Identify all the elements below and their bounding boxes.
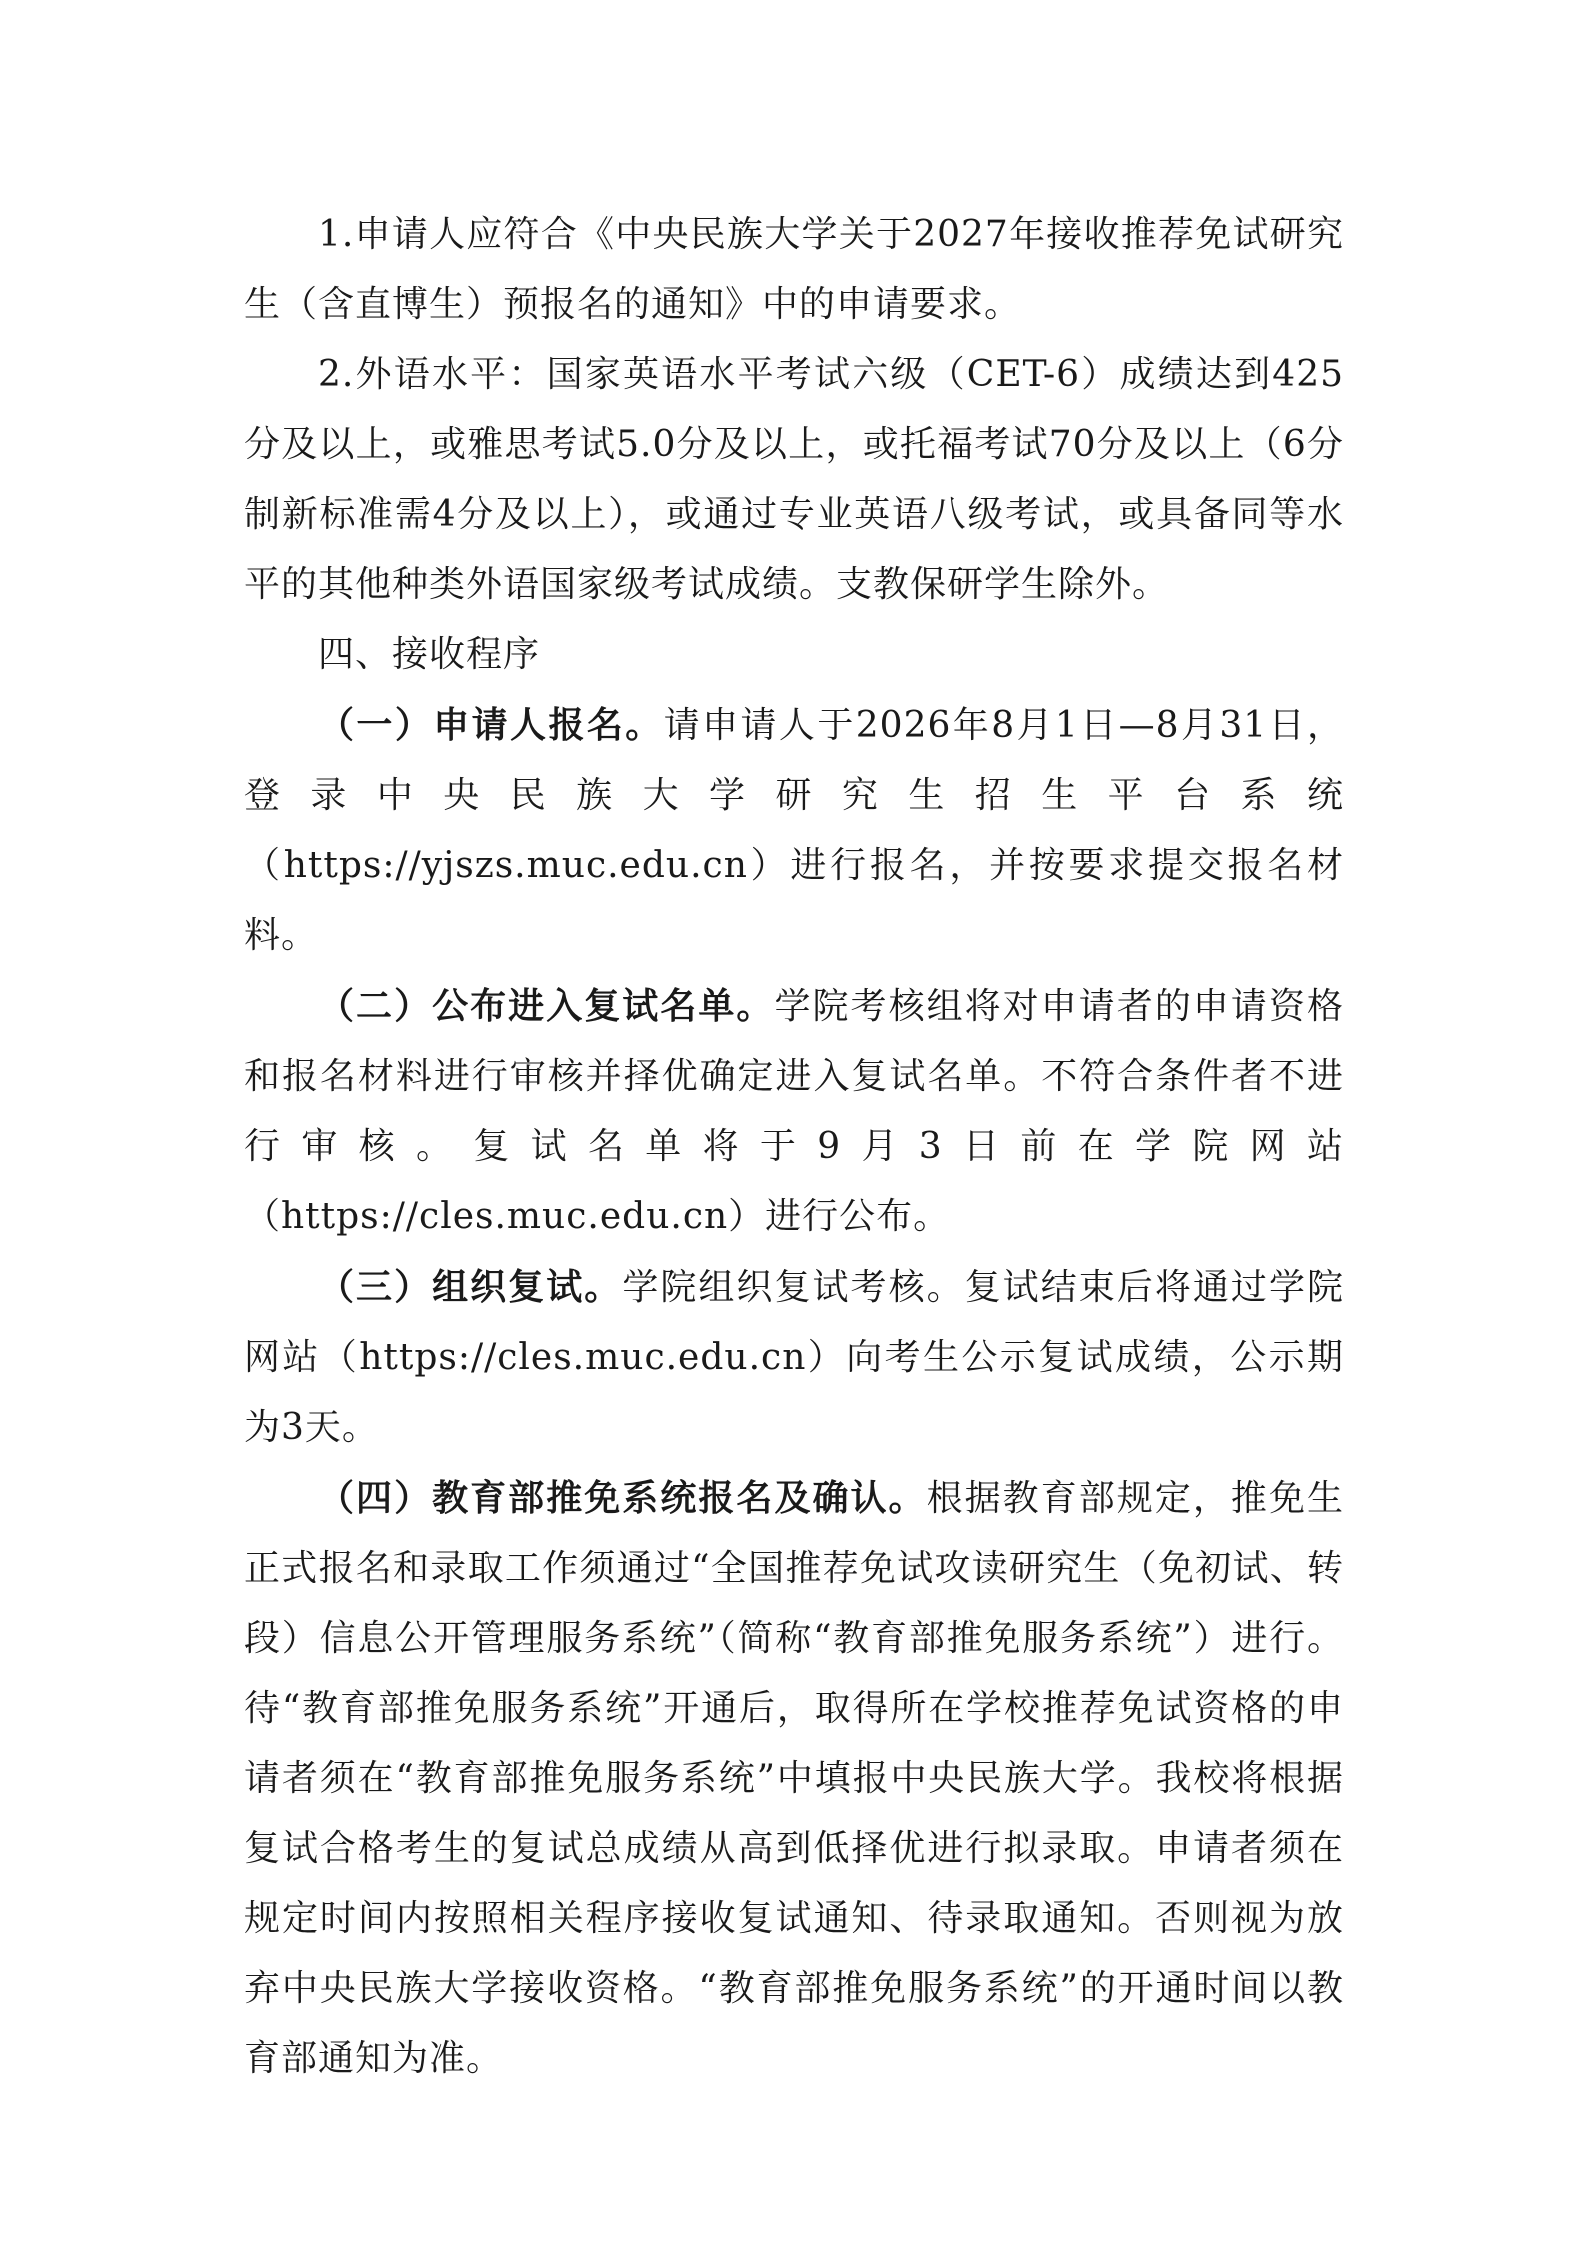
- step-4-body: 根据教育部规定，推免生正式报名和录取工作须通过“全国推荐免试攻读研究生（免初试、转段）信息公开管理服务系统”（简称“教育部推免服务系统”）进行。待“教育部推免服务系统”开通后，取得所在学校推荐免试资格的申请者须在“教育部推免服务系统”中填报中央民族大学。我校将根据复试合格考生的复试总成绩从高到低择优进行拟录取。申请者须在规定时间内按照相关程序接收复试通知、待录取通知。否则视为放弃中央民族大学接收资格。“教育部推免服务系统”的开通时间以教育部通知为准。: [244, 1478, 1344, 2079]
- step-4-title: （四）教育部推免系统报名及确认。: [318, 1477, 927, 1519]
- step-2-title: （二）公布进入复试名单。: [318, 985, 775, 1027]
- step-3-paragraph: [244, 1252, 1344, 1463]
- step-1-paragraph: [244, 690, 1344, 971]
- document-page: [244, 200, 1344, 2094]
- step-1-body: 请申请人于2026年8月1日—8月31日，登录中央民族大学研究生招生平台系统（https://yjszs.muc.edu.cn）进行报名，并按要求提交报名材料。: [244, 705, 1344, 956]
- step-2-body: 学院考核组将对申请者的申请资格和报名材料进行审核并择优确定进入复试名单。不符合条件者不进行审核。复试名单将于9月3日前在学院网站（https://cles.muc.edu.cn）进行公布。: [244, 986, 1344, 1237]
- requirement-paragraph-2: 2.外语水平：国家英语水平考试六级（CET-6）成绩达到425分及以上，或雅思考试5.0分及以上，或托福考试70分及以上（6分制新标准需4分及以上），或通过专业英语八级考试，或具备同等水平的其他种类外语国家级考试成绩。支教保研学生除外。: [244, 354, 1344, 605]
- step-2-paragraph: [244, 971, 1344, 1252]
- step-3-body: 学院组织复试考核。复试结束后将通过学院网站（https://cles.muc.edu.cn）向考生公示复试成绩，公示期为3天。: [244, 1267, 1344, 1448]
- section-title: 四、接收程序: [318, 634, 541, 675]
- requirement-paragraph-1: 1.申请人应符合《中央民族大学关于2027年接收推荐免试研究生（含直博生）预报名的通知》中的申请要求。: [244, 214, 1344, 325]
- step-4-paragraph: [244, 1463, 1344, 2094]
- step-3-title: （三）组织复试。: [318, 1266, 623, 1308]
- step-1-title: （一）申请人报名。: [318, 704, 664, 746]
